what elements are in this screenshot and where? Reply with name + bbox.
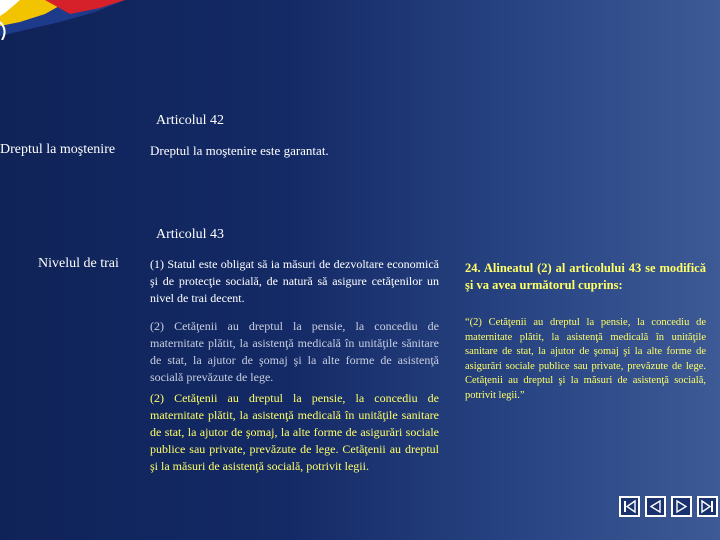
last-slide-icon [699, 498, 716, 515]
article-43-side-label: Nivelul de trai [38, 256, 119, 271]
previous-slide-icon [647, 498, 664, 515]
article-42-text: Dreptul la moştenire este garantat. [150, 143, 329, 158]
corner-logo [0, 0, 125, 40]
article-43-title: Articolul 43 [156, 227, 225, 242]
next-slide-icon [673, 498, 690, 515]
amendment-heading: 24. Alineatul (2) al articolului 43 se modifică şi va avea următorul cuprins: [465, 261, 706, 292]
next-slide-button[interactable] [671, 496, 692, 517]
article-42-side-label: Dreptul la moştenire [0, 142, 116, 157]
last-slide-button[interactable] [697, 496, 718, 517]
first-slide-button[interactable] [619, 496, 640, 517]
article-43-paragraph-2-old: (2) Cetăţenii au dreptul la pensie, la concediu de maternitate plătit, la asistenţă medicală în unităţile sănitare de stat, la ajutor de şomaj şi la alte forme de asistenţă socială prevăzute de lege. [150, 319, 439, 384]
article-43-paragraph-1: (1) Statul este obligat să ia măsuri de dezvoltare economică şi de protecţie socială, de natură să asigure cetăţenilor un nivel de trai decent. [150, 257, 439, 305]
article-43-paragraph-2-new: (2) Cetăţenii au dreptul la pensie, la concediu de maternitate plătit, la asistenţă medicală în unităţile sanitare de stat, la ajutor de şomaj, la alte forme de asigurări sociale publice sau private, prevăzute de lege. Cetăţenii au dreptul şi la măsuri de asistenţă socială, potrivit legii. [150, 391, 439, 473]
first-slide-icon [621, 498, 638, 515]
article-42-title: Articolul 42 [156, 113, 225, 128]
previous-slide-button[interactable] [645, 496, 666, 517]
amendment-quote: “(2) Cetăţenii au dreptul la pensie, la concediu de maternitate plătit, la asistenţă medicală în unităţile sanitare de stat, la ajutor de şomaj şi la alte forme de asigurări sociale publice sau private, prevăzute de lege. Cetăţenii au dreptul şi la măsuri de asistenţă socială, potrivit legii.” [465, 317, 706, 401]
